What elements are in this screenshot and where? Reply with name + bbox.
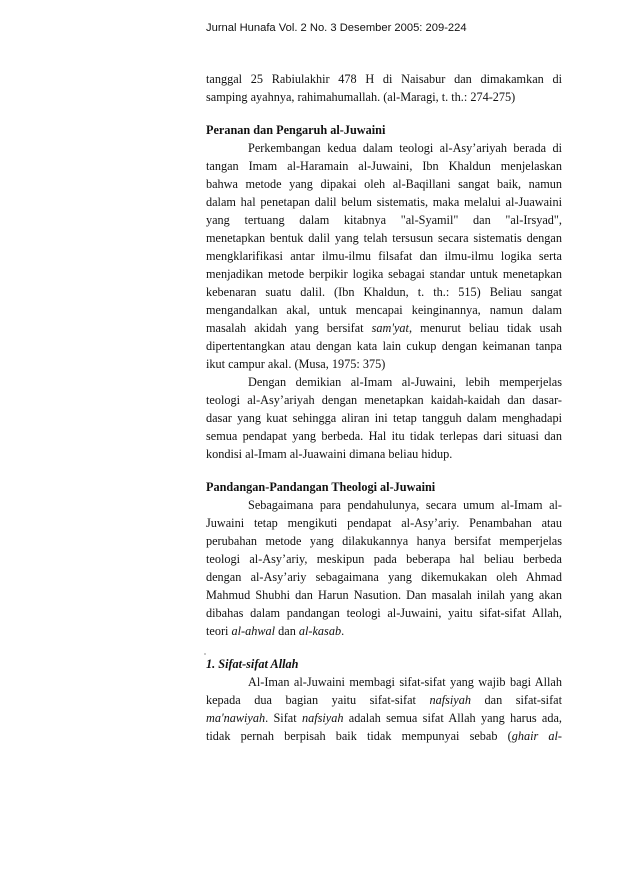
text-line: Sebagaimana para pendahulunya, secara umum al-Imam al- <box>248 498 562 512</box>
article-body <box>206 70 562 745</box>
text-line: yang tertuang dalam kitabnya "al-Syamil" dan "al-Irsyad", <box>206 213 562 227</box>
text-run: . <box>341 624 345 638</box>
text-line: tanggal 25 Rabiulakhir 478 H di Naisabur dan dimakamkan di <box>206 72 562 86</box>
section-heading: Pandangan-Pandangan Theologi al-Juwaini <box>206 480 436 494</box>
italic-term: nafsiyah <box>301 711 344 725</box>
text-run: dan <box>275 624 299 638</box>
text-line: kebenaran suatu dalil. (Ibn Khaldun, t. th.: 515) Beliau sangat <box>206 285 562 299</box>
text-line: Perkembangan kedua dalam teologi al-Asy’ariyah berada di <box>248 141 562 155</box>
text-line: dipertentangkan atau dengan kata lain cukup dengan keimanan tanpa <box>206 339 562 353</box>
text-line <box>206 319 562 337</box>
text-line: bahwa metode yang dipakai oleh al-Baqillani sangat baik, namun <box>206 177 562 191</box>
text-run: . Sifat <box>265 711 302 725</box>
text-run: adalah semua sifat Allah yang harus ada, <box>343 711 562 725</box>
text-line: dalam hal penetapan dalil belum sistematis, maka melalui al-Juawaini <box>206 195 562 209</box>
text-line: mengklarifikasi antar ilmu-ilmu filsafat dan ilmu-ilmu logika serta <box>206 249 562 263</box>
text-line: teologi al-Asy’ariy, meskipun pada beberapa hal beliau berbeda <box>206 552 562 566</box>
text-line: dibahas dalam pandangan teologi al-Juwaini, yaitu sifat-sifat Allah, <box>206 606 562 620</box>
text-line <box>206 727 562 745</box>
text-line: ikut campur akal. (Musa, 1975: 375) <box>206 357 386 371</box>
text-line <box>206 691 562 709</box>
italic-term: ghair al- <box>511 729 562 743</box>
text-line: menetapkan bentuk dalil yang telah tersusun secara sistematis dengan <box>206 231 562 245</box>
section-heading: Peranan dan Pengaruh al-Juwaini <box>206 123 386 137</box>
text-line: Mahmud Shubhi dan Harun Nasution. Dan masalah inilah yang akan <box>206 588 562 602</box>
italic-term: al-kasab <box>298 624 342 638</box>
subsection-heading: 1. Sifat-sifat Allah <box>206 657 299 671</box>
text-line: Al-Iman al-Juwaini membagi sifat-sifat yang wajib bagi Allah <box>248 675 562 689</box>
text-line: semua pendapat yang berbeda. Hal itu tidak terlepas dari situasi dan <box>206 429 562 443</box>
text-run: dan sifat-sifat <box>470 693 562 707</box>
scan-speck <box>204 653 206 655</box>
text-run: , menurut beliau tidak usah <box>408 321 562 335</box>
text-line: mengandalkan akal, untuk mencapai keinginannya, namun dalam <box>206 303 562 317</box>
text-line: menjadikan metode berpikir logika sebagai standar untuk menetapkan <box>206 267 562 281</box>
text-run: tidak pernah berpisah baik tidak mempunyai sebab ( <box>206 729 512 743</box>
text-line: tangan Imam al-Haramain al-Juwaini, Ibn Khaldun menjelaskan <box>206 159 562 173</box>
text-run: kepada dua bagian yaitu sifat-sifat <box>206 693 430 707</box>
text-line: dasar yang kuat sehingga aliran ini tetap tangguh dalam menghadapi <box>206 411 562 425</box>
text-run: teori <box>206 624 232 638</box>
italic-term: sam'yat <box>371 321 409 335</box>
text-line: Dengan demikian al-Imam al-Juwaini, lebih memperjelas <box>248 375 562 389</box>
text-line: Juwaini tetap mengikuti pendapat al-Asy’ariy. Penambahan atau <box>206 516 562 530</box>
text-line <box>206 622 562 640</box>
text-line: perubahan metode yang dilakukannya hanya bersifat memperjelas <box>206 534 562 548</box>
text-line: kondisi al-Imam al-Juawaini dimana beliau hidup. <box>206 447 453 461</box>
text-line: teologi al-Asy’ariyah dengan menetapkan kaidah-kaidah dan dasar- <box>206 393 562 407</box>
italic-term: al-ahwal <box>231 624 276 638</box>
text-line: samping ayahnya, rahimahumallah. (al-Maragi, t. th.: 274-275) <box>206 90 516 104</box>
text-line: dengan al-Asy’ariy sebagaimana yang dikemukakan oleh Ahmad <box>206 570 562 584</box>
text-run: masalah akidah yang bersifat <box>206 321 372 335</box>
italic-term: nafsiyah <box>429 693 471 707</box>
text-line <box>206 709 562 727</box>
italic-term: ma'nawiyah <box>206 711 266 725</box>
running-header: Jurnal Hunafa Vol. 2 No. 3 Desember 2005: 209-224 <box>206 22 467 34</box>
